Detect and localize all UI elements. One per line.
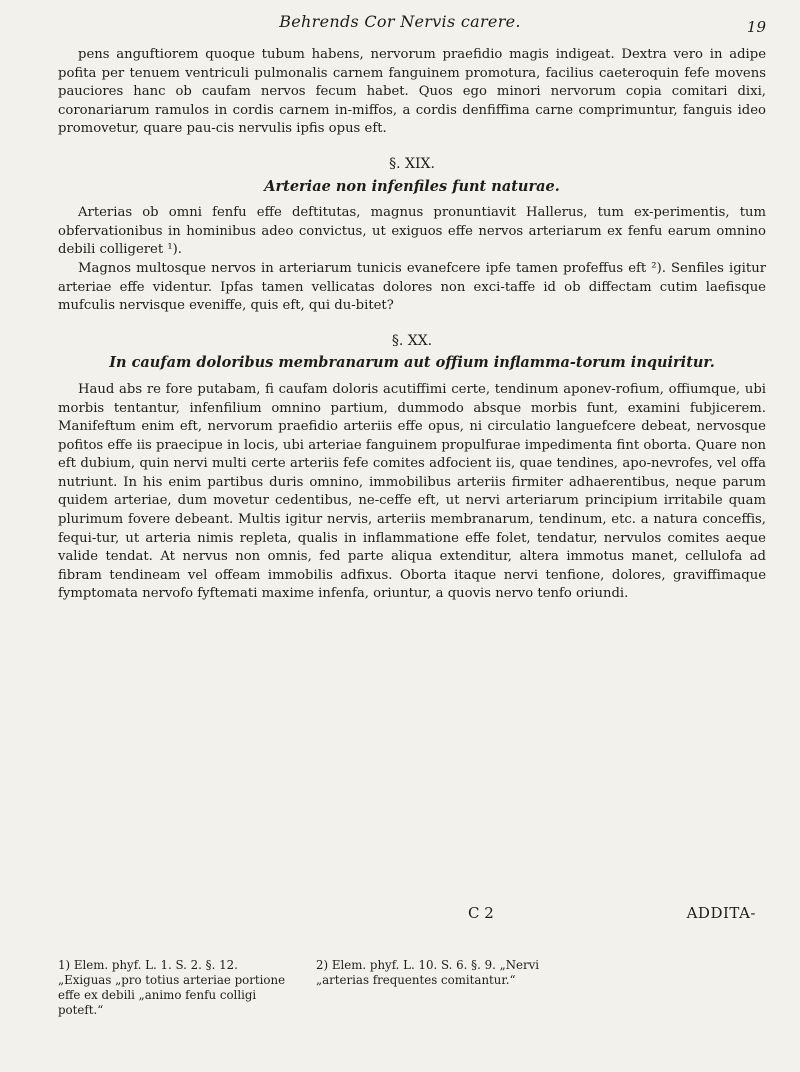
footnote-1: 1) Elem. phyf. L. 1. S. 2. §. 12. „Exiguas „pro totius arteriae portione effe ex debili „animo fenfu colligi poteft.“ bbox=[58, 958, 286, 1017]
paragraph-intro: pens anguftiorem quoque tubum habens, nervorum praefidio magis indigeat. Dextra vero in adipe pofita per tenuem ventriculi pulmonalis carnem fanguinem promotura, facilius caeteroquin fefe movens pauciores hanc ob caufam nervos fecum habet. Quos ego minori nervorum copia comitari dixi, coronariarum ramulos in cordis carnem in-miffos, a cordis denfiffima carne comprimuntur, fanguis ideo promovetur, quare pau-cis nervulis ipfis opus eft. bbox=[58, 47, 766, 137]
section-title-xix: Arteriae non infenfiles funt naturae. bbox=[264, 177, 560, 195]
footnote-2: 2) Elem. phyf. L. 10. S. 6. §. 9. „Nervi „arterias frequentes comitantur.“ bbox=[316, 958, 540, 987]
running-head: Behrends Cor Nervis carere. bbox=[279, 12, 521, 31]
catchword: ADDITA- bbox=[686, 904, 756, 922]
paragraph-xix-1: Arterias ob omni fenfu effe deftitutas, magnus pronuntiavit Hallerus, tum ex-perimentis, tum obfervationibus in hominibus adeo convictus, ut exiguos effe nervos arteriarum ex fenfu earum omnino debili colligeret ¹). bbox=[58, 205, 766, 258]
body-text bbox=[58, 46, 766, 604]
signature-mark: C 2 bbox=[468, 904, 494, 922]
section-number-xix: §. XIX. bbox=[389, 155, 435, 172]
paragraph-xx-1: Haud abs re fore putabam, fi caufam doloris acutiffimi certe, tendinum aponev-rofium, offiumque, ubi morbis tentantur, infenfilium omnino partium, dummodo absque morbis funt, examini fubjicerem. Manifeftum enim eft, nervorum praefidio arteriis effe opus, ni circulatio languefcere debeat, nervosque pofitos effe iis praecipue in locis, ubi arteriae fanguinem propulfurae impedimenta fint oborta. Quare non eft dubium, quin nervi multi certe arteriis fefe comites adfocient iis, quae tendines, apo-nevrofes, vel offa nutriunt. In his enim partibus duris omnino, immobilibus arteriis firmiter adhaerentibus, neque parum quidem arteriae, dum movetur cedentibus, ne-ceffe eft, ut nervi arteriarum principium irritabile quam plurimum fovere debeant. Multis igitur nervis, arteriis membranarum, tendinum, etc. a natura conceffis, fequi-tur, ut arteria nimis repleta, qualis in inflammatione effe folet, tendatur, nervulos comites aeque valide tendat. At nervus non omnis, fed parte aliqua extenditur, altera immotus manet, cellulofa ad fibram tendineam vel offeam immobilis adfixus. Oborta itaque nervi tenfione, dolores, graviffimaque fymptomata nervofo fyftemati maxime infenfa, oriuntur, a quovis nervo tenfo oriundi. bbox=[58, 381, 766, 602]
section-title-xx: In caufam doloribus membranarum aut offium inflamma-torum inquiritur. bbox=[109, 354, 715, 372]
page-number: 19 bbox=[746, 18, 766, 36]
catchline bbox=[58, 904, 766, 924]
paragraph-xix-2: Magnos multosque nervos in arteriarum tunicis evanefcere ipfe tamen profeffus eft ²). Senfiles igitur arteriae effe videntur. Ipfas tamen vellicatas dolores non exci-taffe id ob diffectam cutim laefisque mufculis nervisque eveniffe, quis eft, qui du-bitet? bbox=[58, 260, 766, 314]
section-number-xx: §. XX. bbox=[391, 332, 433, 349]
